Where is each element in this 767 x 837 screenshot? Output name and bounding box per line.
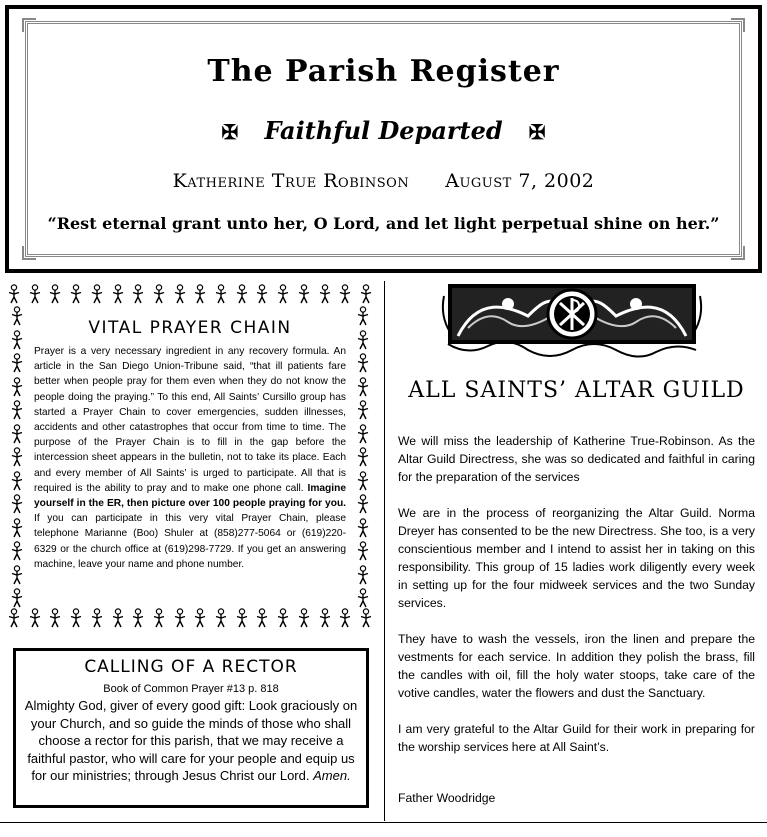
praying-figure-icon	[355, 306, 371, 326]
praying-figure-icon	[355, 588, 371, 608]
frame-corner-ornament	[22, 18, 36, 32]
praying-figure-icon	[192, 608, 208, 628]
praying-figure-icon	[296, 284, 312, 304]
praying-figure-icon	[213, 608, 229, 628]
cross-icon: ✠	[528, 120, 546, 144]
praying-figure-icon	[89, 284, 105, 304]
praying-figure-icon	[68, 608, 84, 628]
signature: Father Woodridge	[398, 791, 496, 805]
prayer-chain-box	[6, 284, 374, 630]
praying-figure-icon	[358, 284, 374, 304]
praying-figure-icon	[337, 608, 353, 628]
altar-guild-paragraph: They have to wash the vessels, iron the linen and prepare the vestments for each service. In addition they polish the brass, fill the candles with oil, fill the holy water stoops, take care of the votive candles, water the flowers and dust the Sanctuary.	[398, 632, 755, 700]
page-title: The Parish Register	[207, 54, 560, 89]
column-divider	[384, 281, 385, 821]
cross-icon: ✠	[221, 120, 239, 144]
praying-figure-icon	[6, 284, 22, 304]
praying-figure-icon	[9, 494, 25, 514]
altar-guild-paragraph: We will miss the leadership of Katherine True-Robinson. As the Altar Guild Directress, she was so dedicated and faithful in caring for the preparation of the services	[398, 434, 755, 484]
praying-figure-icon	[130, 608, 146, 628]
praying-figure-icon	[355, 541, 371, 561]
memorial-name-row	[28, 170, 739, 192]
praying-figure-icon	[213, 284, 229, 304]
praying-figure-icon	[9, 330, 25, 350]
angels-chi-rho-banner-icon	[438, 276, 706, 362]
praying-figure-icon	[47, 284, 63, 304]
praying-figure-icon	[9, 565, 25, 585]
praying-figure-icon	[172, 608, 188, 628]
memorial-quote: “Rest eternal grant unto her, O Lord, and let light perpetual shine on her.”	[47, 214, 720, 233]
praying-figure-icon	[355, 565, 371, 585]
praying-figure-icon	[6, 608, 22, 628]
altar-guild-title: ALL SAINTS’ ALTAR GUILD	[408, 378, 745, 403]
praying-figure-icon	[151, 608, 167, 628]
praying-figure-border-left	[6, 306, 28, 608]
calling-title: CALLING OF A RECTOR	[84, 657, 298, 677]
praying-figure-icon	[355, 447, 371, 467]
praying-figure-icon	[27, 608, 43, 628]
praying-figure-icon	[317, 608, 333, 628]
calling-source: Book of Common Prayer #13 p. 818	[103, 683, 279, 695]
parish-register-header	[5, 5, 762, 273]
prayer-text: Almighty God, giver of every good gift: Look graciously on your Church, and so guide the minds of those who shall choose a rector for this parish, that we may receive a faithful pastor, who will care for your people and equip us for our ministries; through Jesus Christ our Lord.	[24, 698, 358, 783]
praying-figure-icon	[355, 400, 371, 420]
praying-figure-icon	[9, 353, 25, 373]
praying-figure-icon	[296, 608, 312, 628]
praying-figure-icon	[9, 306, 25, 326]
altar-guild-paragraph: I am very grateful to the Altar Guild for their work in preparing for the worship services here at All Saint’s.	[398, 722, 755, 754]
praying-figure-icon	[9, 400, 25, 420]
praying-figure-icon	[9, 518, 25, 538]
prayer-chain-title: VITAL PRAYER CHAIN	[88, 318, 292, 338]
praying-figure-icon	[9, 588, 25, 608]
praying-figure-icon	[192, 284, 208, 304]
praying-figure-icon	[9, 424, 25, 444]
praying-figure-icon	[317, 284, 333, 304]
amen-text: Amen.	[313, 768, 351, 783]
altar-guild-body	[398, 432, 755, 774]
frame-corner-ornament	[731, 18, 745, 32]
praying-figure-icon	[68, 284, 84, 304]
praying-figure-icon	[172, 284, 188, 304]
praying-figure-icon	[254, 284, 270, 304]
subtitle: Faithful Departed	[264, 116, 503, 145]
praying-figure-icon	[355, 330, 371, 350]
frame-corner-ornament	[22, 246, 36, 260]
subtitle-row	[28, 116, 739, 145]
calling-prayer	[22, 697, 360, 785]
frame-corner-ornament	[731, 246, 745, 260]
praying-figure-icon	[355, 471, 371, 491]
praying-figure-border-bottom	[6, 608, 374, 630]
prayer-chain-emphasis: Imagine yourself in the ER, then picture over 100 people praying for you.	[34, 482, 346, 510]
praying-figure-icon	[27, 284, 43, 304]
praying-figure-icon	[9, 447, 25, 467]
praying-figure-icon	[337, 284, 353, 304]
praying-figure-icon	[254, 608, 270, 628]
memorial-date: August 7, 2002	[445, 170, 595, 192]
praying-figure-icon	[9, 471, 25, 491]
praying-figure-border-right	[352, 306, 374, 608]
prayer-chain-contact-text: If you can participate in this very vital Prayer Chain, please telephone Marianne (Boo) Shuler at (858)277-5064 or (619)220-6329 or the church office at (619)298-7729. If you get an answering machine, leave your name and phone number.	[34, 513, 346, 570]
bottom-rule	[0, 822, 767, 823]
praying-figure-icon	[355, 424, 371, 444]
praying-figure-icon	[9, 377, 25, 397]
praying-figure-icon	[234, 608, 250, 628]
praying-figure-icon	[47, 608, 63, 628]
praying-figure-icon	[9, 541, 25, 561]
praying-figure-icon	[355, 353, 371, 373]
header-inner-frame	[25, 21, 742, 257]
praying-figure-icon	[355, 377, 371, 397]
praying-figure-icon	[151, 284, 167, 304]
praying-figure-icon	[355, 518, 371, 538]
praying-figure-icon	[234, 284, 250, 304]
praying-figure-border-top	[6, 284, 374, 306]
praying-figure-icon	[110, 608, 126, 628]
praying-figure-icon	[89, 608, 105, 628]
praying-figure-icon	[355, 494, 371, 514]
praying-figure-icon	[275, 608, 291, 628]
praying-figure-icon	[110, 284, 126, 304]
deceased-name: Katherine True Robinson	[172, 170, 410, 192]
altar-guild-paragraph: We are in the process of reorganizing the Altar Guild. Norma Dreyer has consented to be the new Directress. She too, is a very conscientious member and I intend to assist her in taking on this responsibility. This group of 15 ladies work diligently every week in setting up for the four midweek services and the two Sunday services.	[398, 506, 755, 610]
praying-figure-icon	[275, 284, 291, 304]
prayer-chain-text: Prayer is a very necessary ingredient in any recovery formula. An article in the San Diego Union-Tribune said, “that ill patients fare better when people pray for them even when they do not know the people doing the praying.” To this end, All Saints’ Cursillo group has started a Prayer Chain to cover emergencies, sudden illnesses, accidents and other catastrophes that occur from time to time. The purpose of the Prayer Chain is to fill in the gap before the intercession sheet appears in the bulletin, not to take its place. Each and every member of All Saints’ is urged to participate. All that is required is the ability to pray and to make one phone call.	[34, 346, 346, 494]
praying-figure-icon	[130, 284, 146, 304]
calling-of-rector-box	[13, 648, 369, 808]
praying-figure-icon	[358, 608, 374, 628]
prayer-chain-body	[34, 344, 346, 572]
